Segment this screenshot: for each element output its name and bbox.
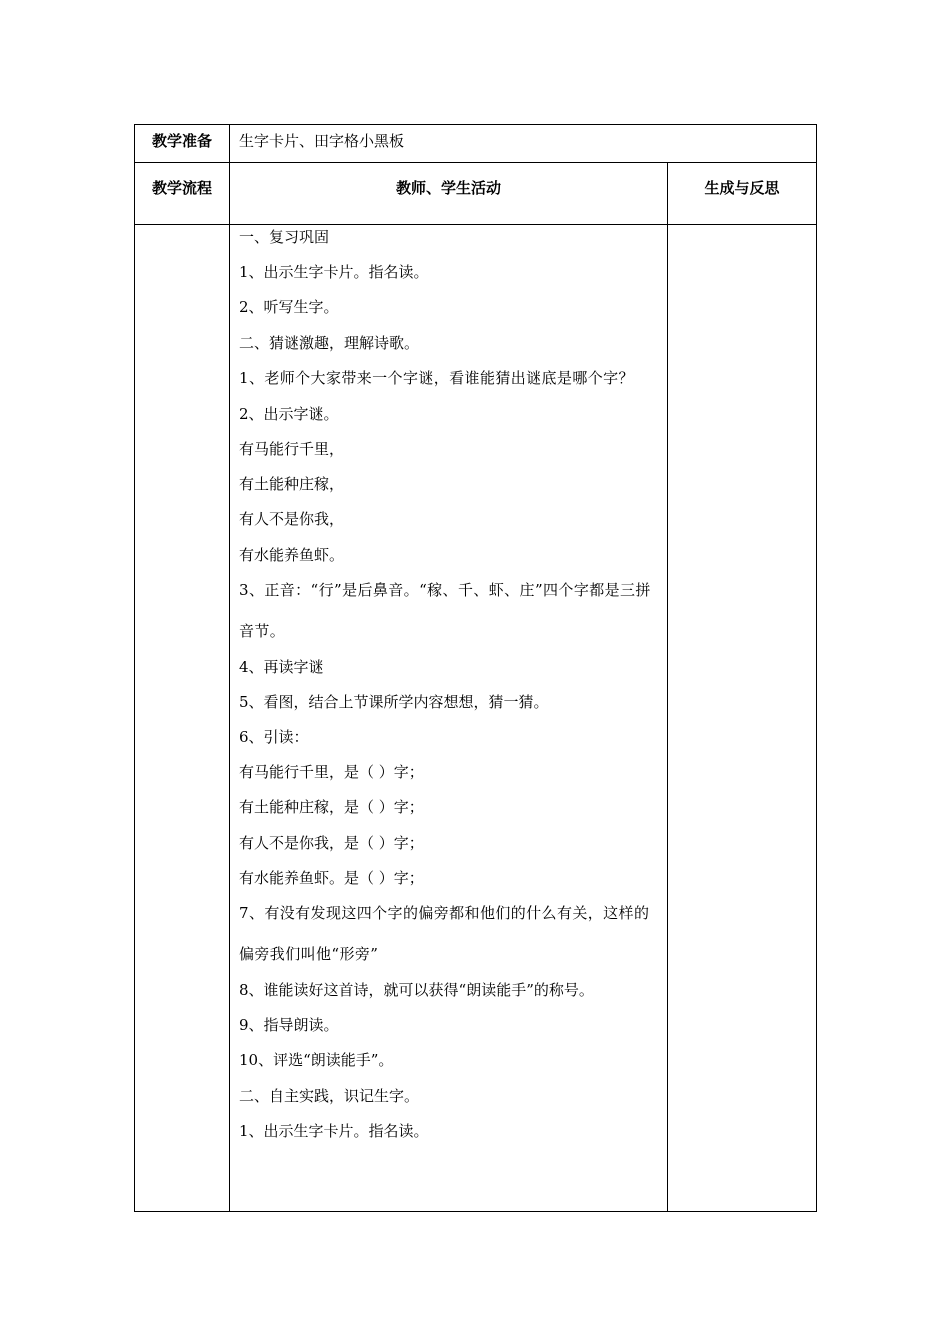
activity-line: 9、指导朗读。 [239, 1016, 339, 1035]
activity-line: 8、谁能读好这首诗，就可以获得“朗读能手”的称号。 [239, 981, 594, 999]
activity-line: 有土能种庄稼， [239, 475, 345, 494]
reflection-label-cell [668, 163, 817, 225]
activity-line: 1、老师个大家带来一个字谜，看谁能猜出谜底是哪个字？ [239, 368, 634, 387]
activity-line: 2、听写生字。 [239, 298, 339, 317]
header-row [135, 163, 817, 225]
reflection-label: 生成与反思 [704, 179, 780, 197]
activity-line: 3、正音：“行”是后鼻音。“稼、千、虾、庄”四个字都是三拼音节。 [239, 580, 651, 640]
prep-label-cell [135, 125, 230, 163]
activity-line: 有水能养鱼虾。是（ ）字； [239, 868, 424, 887]
activity-content [230, 225, 667, 1141]
activity-line: 有马能行千里， [239, 439, 345, 458]
activity-line: 有人不是你我，是（ ）字； [239, 833, 424, 852]
prep-value-cell [230, 125, 817, 163]
reflection-cell [668, 225, 817, 1212]
activity-line: 有人不是你我， [239, 510, 345, 529]
activity-line: 4、再读字谜 [239, 657, 324, 676]
activity-line: 有土能种庄稼，是（ ）字； [239, 798, 424, 817]
activity-line: 1、出示生字卡片。指名读。 [239, 263, 429, 282]
prep-value: 生字卡片、田字格小黑板 [239, 132, 405, 150]
body-row [135, 225, 817, 1212]
prep-label: 教学准备 [151, 132, 212, 150]
flow-label-cell [135, 163, 230, 225]
prep-row [135, 125, 817, 163]
lesson-plan-table [134, 124, 817, 1212]
activity-line: 5、看图，结合上节课所学内容想想，猜一猜。 [239, 692, 549, 711]
activity-line: 二、自主实践，识记生字。 [239, 1086, 420, 1105]
activity-line: 7、有没有发现这四个字的偏旁都和他们的什么有关，这样的偏旁我们叫他“形旁” [239, 904, 650, 963]
flow-label: 教学流程 [151, 179, 212, 197]
activity-label-cell [230, 163, 668, 225]
activity-line: 10、评选“朗读能手”。 [239, 1051, 394, 1070]
activity-label: 教师、学生活动 [395, 179, 501, 197]
activity-cell [230, 225, 668, 1212]
activity-line: 有马能行千里，是（ ）字； [239, 763, 424, 782]
activity-line: 1、出示生字卡片。指名读。 [239, 1121, 429, 1140]
activity-line: 2、出示字谜。 [239, 404, 339, 423]
flow-cell [135, 225, 230, 1212]
activity-line: 一、复习巩固 [239, 228, 330, 246]
activity-line: 有水能养鱼虾。 [239, 545, 345, 564]
activity-line: 二、猜谜激趣，理解诗歌。 [239, 333, 420, 352]
activity-line: 6、引读： [239, 728, 309, 747]
